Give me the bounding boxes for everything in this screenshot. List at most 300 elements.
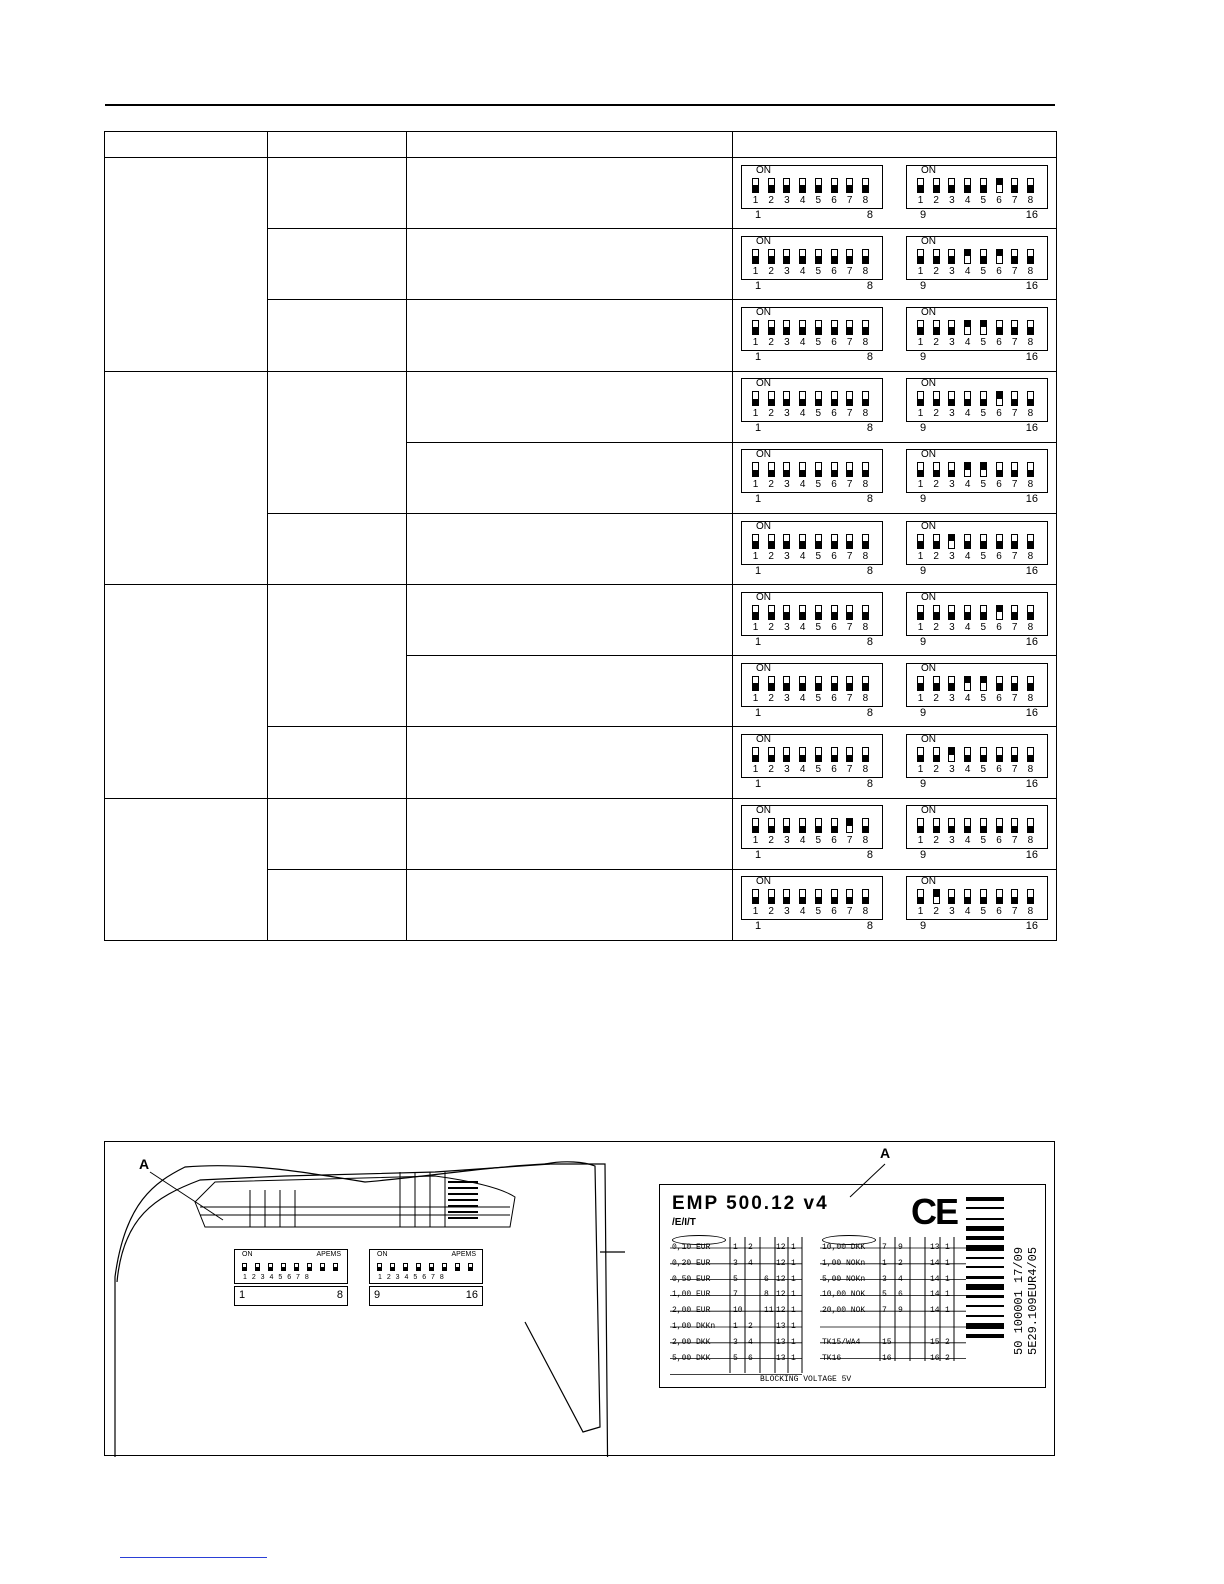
coin-label: 2,00 EUR	[672, 1306, 711, 1316]
dip-switch-off	[783, 462, 790, 477]
range-start: 9	[920, 778, 927, 791]
channel-value: 15	[930, 1337, 940, 1347]
dip-switch-number: 5	[980, 835, 987, 847]
dip-on-label: ON	[921, 662, 936, 674]
channel-value: 6	[898, 1290, 903, 1300]
dip-switch-number: 6	[831, 336, 837, 348]
dip-switch-off	[815, 747, 822, 762]
dip-switch-number: 6	[996, 835, 1002, 847]
dip-switch-number: 1	[917, 550, 924, 562]
dip-switch-off	[862, 391, 869, 406]
dip-switch-number: 1	[752, 550, 759, 562]
dip-switch-off	[768, 889, 775, 904]
dip-on-label: ON	[756, 805, 771, 817]
dip-switch-off	[815, 320, 822, 335]
model-variants: /E/I/T	[672, 1217, 696, 1228]
dip-switch-housing	[906, 734, 1048, 778]
dip-switch-number: 8	[862, 835, 869, 847]
dip-switch-number: 8	[862, 408, 869, 420]
dip-switch-off	[996, 747, 1003, 762]
dip-switch-off	[996, 534, 1003, 549]
range-end: 8	[866, 422, 873, 435]
dip-on-label: ON	[921, 876, 936, 888]
dip-switch-off	[1027, 178, 1034, 193]
dip-switch-off	[964, 889, 971, 904]
dip-switch-off	[320, 1263, 325, 1271]
dip-switch-off	[831, 605, 838, 620]
dip-switch-number: 6	[996, 265, 1002, 277]
dip-switch-off	[815, 391, 822, 406]
range-end: 8	[866, 493, 873, 506]
dip-switch-number: 2	[933, 764, 939, 776]
dip-range-label	[906, 493, 1048, 506]
dip-switch-off	[1011, 747, 1018, 762]
device-dip-switch	[234, 1249, 348, 1284]
dip-on-label: ON	[921, 734, 936, 746]
description-cell	[407, 158, 733, 229]
dip-switch-off	[980, 249, 987, 264]
dip-switch-housing	[741, 449, 883, 493]
dip-switch-off	[996, 462, 1003, 477]
dip-switch-off	[933, 605, 940, 620]
dip-switch-number: 7	[1011, 906, 1018, 918]
header-cell	[105, 132, 268, 158]
range-start: 1	[239, 1289, 246, 1301]
dip-switch-number: 5	[815, 194, 822, 206]
dip-switch-number: 1	[917, 336, 924, 348]
dip-switch-number: 5	[815, 265, 822, 277]
range-start: 1	[755, 849, 762, 862]
dip-switch-off	[1027, 534, 1034, 549]
channel-value: 1	[791, 1306, 796, 1316]
dip-switch-number: 8	[1027, 621, 1034, 633]
dip-switch-number: 4	[799, 336, 806, 348]
channel-value: 2	[898, 1258, 903, 1268]
dip-switch-bank	[906, 307, 1048, 364]
dip-switch-off	[948, 249, 955, 264]
coin-icon	[822, 1235, 876, 1245]
dip-on-label: ON	[921, 235, 936, 247]
dip-switch-number: 8	[862, 621, 869, 633]
dip-switch-off	[333, 1263, 338, 1271]
description-cell	[407, 513, 733, 584]
description-cell	[407, 442, 733, 513]
dip-switch-number: 4	[964, 336, 971, 348]
range-start: 9	[920, 635, 927, 648]
dip-switch-number: 8	[862, 692, 869, 704]
dip-switch-off	[831, 391, 838, 406]
dip-switch-bank	[906, 734, 1048, 791]
dip-switch-bank	[741, 521, 883, 578]
dip-switch-off	[268, 1263, 273, 1271]
subgroup-cell	[268, 513, 407, 584]
group-cell	[105, 585, 268, 799]
dip-switch-bank	[741, 734, 883, 791]
dip-switch-number: 1	[917, 764, 924, 776]
dip-switch-number: 4	[964, 764, 971, 776]
dip-switch-number: 3	[949, 550, 955, 562]
subgroup-cell	[268, 300, 407, 371]
barcode-bar	[966, 1315, 1004, 1317]
dip-switch-number: 6	[996, 621, 1002, 633]
dip-switch-number: 8	[862, 479, 869, 491]
range-end: 8	[866, 350, 873, 363]
dip-switch-number: 4	[799, 194, 806, 206]
dip-switch-number: 6	[831, 550, 837, 562]
dip-on-label: ON	[756, 591, 771, 603]
dip-switch-number: 6	[996, 336, 1002, 348]
dip-switch-off	[846, 676, 853, 691]
dip-switch-off	[964, 818, 971, 833]
dip-switch-off	[1011, 818, 1018, 833]
dip-switch-off	[831, 747, 838, 762]
dip-switch-number: 3	[949, 336, 955, 348]
dip-on-label: ON	[756, 876, 771, 888]
dip-switch-off	[964, 534, 971, 549]
dip-switch-off	[862, 889, 869, 904]
dip-switch-off	[783, 818, 790, 833]
dip-switch-off	[752, 320, 759, 335]
dip-switch-off	[862, 178, 869, 193]
dip-switch-number: 6	[996, 692, 1002, 704]
channel-value: 7	[733, 1290, 738, 1300]
dip-switch-number: 7	[846, 621, 853, 633]
channel-value: 1	[791, 1274, 796, 1284]
channel-value: 4	[898, 1274, 903, 1284]
subgroup-cell	[268, 727, 407, 798]
dip-switch-off	[752, 605, 759, 620]
dip-switch-number: 1	[752, 194, 759, 206]
range-end: 16	[1025, 493, 1038, 506]
dip-switch-number: 3	[784, 550, 790, 562]
channel-value: 1	[791, 1290, 796, 1300]
dip-switch-number: 7	[846, 408, 853, 420]
dip-switch-number: 2	[768, 336, 774, 348]
dip-switch-number: 7	[846, 479, 853, 491]
dip-switch-number: 3	[949, 764, 955, 776]
dip-switch-number: 8	[862, 550, 869, 562]
dip-switch-number: 2	[933, 621, 939, 633]
dip-switch-bank	[741, 805, 883, 862]
dip-switch-number: 4	[964, 550, 971, 562]
dip-switch-number: 8	[862, 265, 869, 277]
range-start: 9	[920, 422, 927, 435]
dip-switch-number: 4	[799, 265, 806, 277]
coin-label: 0,20 EUR	[672, 1258, 711, 1268]
dip-range-label	[906, 920, 1048, 933]
header-cell	[733, 132, 1057, 158]
dip-switch-bank	[741, 378, 883, 435]
dip-on-label: ON	[242, 1251, 253, 1258]
dip-switch-off	[1011, 534, 1018, 549]
description-cell	[407, 371, 733, 442]
dip-switch-on	[996, 391, 1003, 406]
dip-switch-number: 2	[768, 692, 774, 704]
dip-switch-number: 5	[980, 906, 987, 918]
dip-switch-off	[403, 1263, 408, 1271]
dip-on-label: ON	[756, 235, 771, 247]
dip-switch-number: 6	[831, 835, 837, 847]
device-illustration	[105, 1142, 625, 1457]
channel-value: 4	[748, 1337, 753, 1347]
range-end: 16	[465, 1289, 478, 1301]
dip-switch-number: 3	[784, 479, 790, 491]
dip-switch-housing	[741, 236, 883, 280]
dip-setting-cell	[733, 727, 1057, 798]
dip-switch-number: 2	[933, 835, 939, 847]
dip-switch-number: 3	[949, 692, 955, 704]
dip-switch-number: 1	[752, 835, 759, 847]
dip-switch-housing	[741, 307, 883, 351]
barcode-bar	[966, 1276, 1004, 1279]
dip-switch-number: 7	[846, 835, 853, 847]
dip-switch-off	[768, 320, 775, 335]
dip-switch-bank	[906, 521, 1048, 578]
dip-switch-off	[831, 320, 838, 335]
dip-switch-number: 4	[964, 692, 971, 704]
dip-switch-number: 8	[1027, 265, 1034, 277]
dip-switch-off	[846, 391, 853, 406]
dip-on-label: ON	[756, 306, 771, 318]
dip-switch-off	[783, 320, 790, 335]
dip-switch-bank	[741, 592, 883, 649]
dip-range-label	[906, 280, 1048, 293]
range-start: 9	[920, 350, 927, 363]
dip-switch-number: 2	[933, 479, 939, 491]
subgroup-cell	[268, 798, 407, 869]
dip-switch-off	[815, 249, 822, 264]
dip-switch-on	[964, 676, 971, 691]
range-start: 9	[920, 208, 927, 221]
dip-switch-off	[768, 818, 775, 833]
dip-switch-number: 6	[831, 764, 837, 776]
dip-switch-off	[1027, 249, 1034, 264]
table-row	[105, 371, 1057, 442]
dip-switch-number: 4	[964, 621, 971, 633]
dip-setting-cell	[733, 371, 1057, 442]
dip-switch-number: 8	[862, 336, 869, 348]
dip-switch-off	[815, 676, 822, 691]
subgroup-cell	[268, 371, 407, 513]
dip-switch-number: 7	[846, 906, 853, 918]
subgroup-cell	[268, 158, 407, 229]
dip-switch-off	[1011, 605, 1018, 620]
dip-switch-housing	[906, 165, 1048, 209]
dip-switch-number: 5	[980, 265, 987, 277]
dip-switch-off	[980, 889, 987, 904]
dip-switch-number: 5	[815, 408, 822, 420]
dip-switch-number: 7	[1011, 550, 1018, 562]
range-start: 1	[755, 920, 762, 933]
channel-value: 1	[945, 1274, 950, 1284]
coin-label: 0,10 EUR	[672, 1243, 711, 1252]
range-end: 8	[866, 564, 873, 577]
dip-switch-housing	[906, 592, 1048, 636]
dip-switch-number: 6	[831, 621, 837, 633]
dip-switch-number: 8	[1027, 764, 1034, 776]
dip-range-label	[906, 565, 1048, 578]
dip-switch-off	[948, 320, 955, 335]
dip-switch-number: 1	[752, 479, 759, 491]
dip-switch-off	[815, 818, 822, 833]
dip-switch-number: 2	[768, 906, 774, 918]
dip-switch-off	[799, 889, 806, 904]
dip-range-label	[906, 351, 1048, 364]
callout-label: A	[139, 1156, 150, 1172]
dip-switch-off	[768, 747, 775, 762]
dip-setting-cell	[733, 869, 1057, 940]
coin-label: TK15/WA4	[822, 1337, 861, 1347]
dip-switch-off	[831, 889, 838, 904]
dip-switch-number: 8	[1027, 408, 1034, 420]
dip-switch-off	[255, 1263, 260, 1271]
serial-number: 50 100001 17/09	[1012, 1246, 1026, 1355]
subgroup-cell	[268, 585, 407, 727]
dip-switch-off	[964, 178, 971, 193]
dip-on-label: ON	[756, 734, 771, 746]
dip-switch-off	[468, 1263, 473, 1271]
dip-switch-off	[752, 249, 759, 264]
dip-switch-off	[831, 676, 838, 691]
header-cell	[268, 132, 407, 158]
dip-switch-number: 7	[846, 194, 853, 206]
range-start: 9	[920, 564, 927, 577]
dip-switch-number: 4	[964, 835, 971, 847]
dip-switch-on	[964, 320, 971, 335]
dip-switch-number: 2	[933, 336, 939, 348]
dip-switch-off	[964, 391, 971, 406]
channel-value: 2	[945, 1353, 950, 1363]
barcode-bar	[966, 1266, 1004, 1268]
dip-range-label	[741, 778, 883, 791]
dip-switch-number: 3	[949, 194, 955, 206]
dip-switch-bank	[741, 449, 883, 506]
dip-switch-off	[815, 178, 822, 193]
dip-switch-number: 2	[768, 621, 774, 633]
dip-switch-off	[1027, 818, 1034, 833]
dip-range-label	[369, 1286, 483, 1306]
dip-switch-off	[933, 178, 940, 193]
dip-switch-numbers: 1 2 3 4 5 6 7 8	[243, 1274, 311, 1281]
dip-switch-off	[980, 391, 987, 406]
description-cell	[407, 300, 733, 371]
range-start: 1	[755, 635, 762, 648]
device-dip-switch	[369, 1249, 483, 1284]
dip-range-label	[741, 493, 883, 506]
dip-switch-off	[996, 818, 1003, 833]
dip-switch-off	[1011, 249, 1018, 264]
dip-switch-number: 7	[1011, 194, 1018, 206]
dip-switch-off	[933, 391, 940, 406]
dip-switch-number: 3	[784, 764, 790, 776]
channel-value: 7	[882, 1243, 887, 1252]
dip-switch-number: 3	[949, 265, 955, 277]
dip-switch-bank	[906, 236, 1048, 293]
dip-switch-off	[846, 249, 853, 264]
dip-switch-number: 2	[933, 194, 939, 206]
range-start: 1	[755, 350, 762, 363]
dip-switch-number: 1	[752, 336, 759, 348]
dip-switch-number: 4	[799, 621, 806, 633]
dip-range-label	[906, 778, 1048, 791]
dip-switch-number: 6	[831, 479, 837, 491]
channel-value: 5	[882, 1290, 887, 1300]
header-cell	[407, 132, 733, 158]
barcode-bar	[966, 1197, 1004, 1201]
dip-switch-number: 7	[1011, 265, 1018, 277]
dip-switch-off	[1011, 462, 1018, 477]
dip-switch-off	[1011, 889, 1018, 904]
dip-switch-number: 6	[996, 906, 1002, 918]
channel-value: 14	[930, 1274, 940, 1284]
dip-switch-number: 3	[949, 906, 955, 918]
dip-switch-off	[964, 605, 971, 620]
dip-range-label	[906, 422, 1048, 435]
dip-on-label: ON	[921, 449, 936, 461]
dip-switch-off	[799, 320, 806, 335]
channel-value: 1	[882, 1258, 887, 1268]
dip-switch-off	[294, 1263, 299, 1271]
dip-switch-number: 3	[784, 194, 790, 206]
dip-switch-off	[768, 462, 775, 477]
dip-switch-off	[862, 320, 869, 335]
dip-switch-number: 2	[933, 550, 939, 562]
dip-switch-number: 4	[799, 408, 806, 420]
dip-switch-off	[416, 1263, 421, 1271]
range-start: 1	[755, 493, 762, 506]
dip-switch-off	[917, 534, 924, 549]
dip-switch-number: 1	[917, 408, 924, 420]
dip-switch-housing	[741, 876, 883, 920]
dip-switch-number: 1	[752, 621, 759, 633]
coin-icon	[672, 1235, 726, 1245]
description-cell	[407, 727, 733, 798]
subgroup-cell	[268, 869, 407, 940]
dip-switch-housing	[741, 734, 883, 778]
channel-value: 14	[930, 1258, 940, 1268]
dip-switch-off	[442, 1263, 447, 1271]
dip-switch-number: 7	[846, 764, 853, 776]
dip-setting-cell	[733, 442, 1057, 513]
dip-switch-off	[815, 889, 822, 904]
range-end: 16	[1025, 564, 1038, 577]
dip-switch-number: 1	[752, 408, 759, 420]
dip-on-label: ON	[921, 306, 936, 318]
dip-switch-off	[242, 1263, 247, 1271]
description-cell	[407, 656, 733, 727]
dip-switch-bank	[906, 449, 1048, 506]
dip-switch-off	[752, 462, 759, 477]
dip-switch-housing	[741, 521, 883, 565]
description-cell	[407, 798, 733, 869]
dip-switch-off	[980, 747, 987, 762]
barcode-bar	[966, 1284, 1004, 1290]
dip-switch-off	[799, 534, 806, 549]
dip-range-label	[741, 209, 883, 222]
channel-value: 5	[733, 1274, 738, 1284]
dip-switch-off	[455, 1263, 460, 1271]
dip-switch-number: 7	[1011, 835, 1018, 847]
dip-switch-bank	[741, 236, 883, 293]
channel-value: 9	[898, 1243, 903, 1252]
dip-switch-off	[846, 747, 853, 762]
dip-switch-number: 5	[980, 621, 987, 633]
channel-value: 4	[748, 1258, 753, 1268]
channel-value: 1	[945, 1290, 950, 1300]
dip-on-label: ON	[756, 378, 771, 390]
range-end: 8	[866, 279, 873, 292]
dip-switch-number: 3	[949, 621, 955, 633]
